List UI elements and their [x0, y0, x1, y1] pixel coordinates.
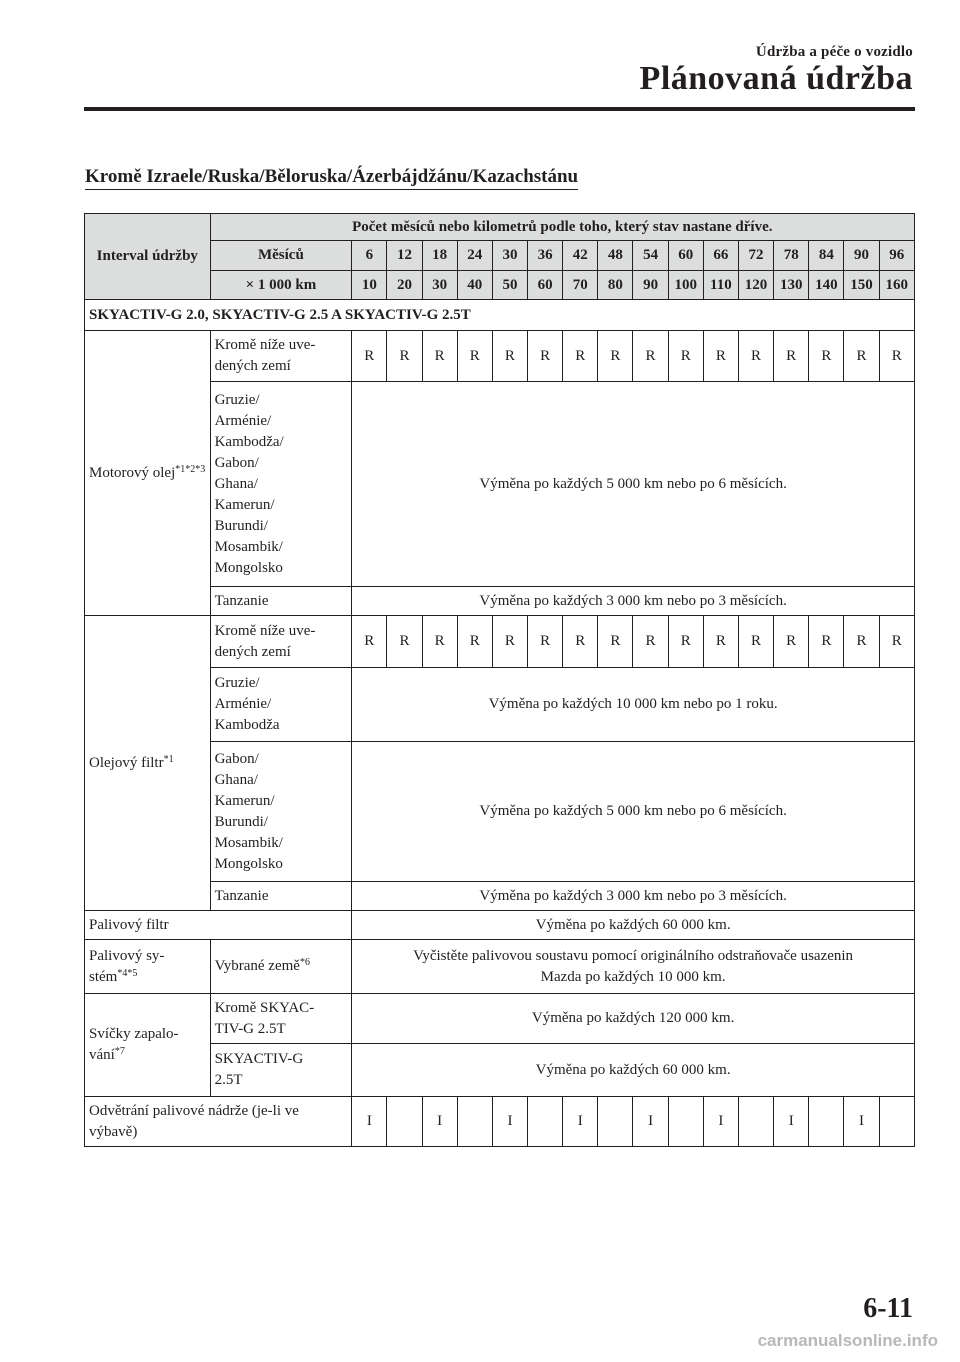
oil-interval-cell: R	[844, 331, 879, 382]
oil-filter-label: Olejový filtr$^{*1}$	[85, 616, 211, 911]
km-cell: 150	[844, 271, 879, 300]
evap-interval-cell	[528, 1097, 563, 1147]
evap-interval-cell: I	[774, 1097, 809, 1147]
spark-sub-except-text: Výměna po každých 120 000 km.	[352, 994, 915, 1044]
filter-interval-cell: R	[633, 616, 668, 668]
filter-interval-cell: R	[738, 616, 773, 668]
page-number: 6-11	[863, 1293, 913, 1324]
km-label: × 1 000 km	[210, 271, 352, 300]
period-header: Počet měsíců nebo kilometrů podle toho, který stav nastane dříve.	[210, 214, 914, 241]
months-cell: 66	[703, 241, 738, 271]
filter-sub-tanzania: Tanzanie	[210, 882, 352, 911]
fuel-filter-label: Palivový filtr	[85, 911, 352, 940]
oil-sub-countries-text: Výměna po každých 5 000 km nebo po 6 měsících.	[352, 382, 915, 587]
evap-interval-cell: I	[844, 1097, 879, 1147]
km-cell: 80	[598, 271, 633, 300]
months-cell: 84	[809, 241, 844, 271]
oil-sub-except: Kromě níže uve- dených zemí	[210, 331, 352, 382]
filter-sub-georgia: Gruzie/ Arménie/ Kambodža	[210, 668, 352, 742]
filter-interval-cell: R	[774, 616, 809, 668]
interval-header: Interval údržby	[85, 214, 211, 300]
months-cell: 36	[528, 241, 563, 271]
evap-interval-cell	[598, 1097, 633, 1147]
months-cell: 54	[633, 241, 668, 271]
oil-interval-cell: R	[352, 331, 387, 382]
filter-sub-tanzania-text: Výměna po každých 3 000 km nebo po 3 měsících.	[352, 882, 915, 911]
km-cell: 100	[668, 271, 703, 300]
filter-sub-gabon-text: Výměna po každých 5 000 km nebo po 6 měsících.	[352, 742, 915, 882]
fuel-filter-text: Výměna po každých 60 000 km.	[352, 911, 915, 940]
months-cell: 6	[352, 241, 387, 271]
evap-interval-cell: I	[703, 1097, 738, 1147]
filter-sub-gabon: Gabon/ Ghana/ Kamerun/ Burundi/ Mosambik/ Mongolsko	[210, 742, 352, 882]
oil-sub-tanzania: Tanzanie	[210, 587, 352, 616]
evap-interval-cell	[668, 1097, 703, 1147]
chapter-subtitle: Údržba a péče o vozidlo	[755, 44, 913, 60]
evap-interval-cell: I	[633, 1097, 668, 1147]
months-cell: 48	[598, 241, 633, 271]
fuel-system-text: Vyčistěte palivovou soustavu pomocí originálního odstraňovače usazenin Mazda po každých 10 000 km.	[352, 940, 915, 994]
filter-interval-cell: R	[528, 616, 563, 668]
maintenance-schedule-table	[84, 213, 915, 1147]
oil-interval-cell: R	[633, 331, 668, 382]
km-cell: 40	[457, 271, 492, 300]
months-label: Měsíců	[210, 241, 352, 271]
oil-interval-cell: R	[598, 331, 633, 382]
months-cell: 78	[774, 241, 809, 271]
oil-interval-cell: R	[457, 331, 492, 382]
evap-interval-cell: I	[492, 1097, 527, 1147]
months-cell: 30	[492, 241, 527, 271]
months-cell: 72	[738, 241, 773, 271]
months-cell: 24	[457, 241, 492, 271]
spark-sub-25t: SKYACTIV-G 2.5T	[210, 1044, 352, 1097]
filter-sub-except: Kromě níže uve- dených zemí	[210, 616, 352, 668]
oil-interval-cell: R	[668, 331, 703, 382]
km-cell: 10	[352, 271, 387, 300]
months-cell: 96	[879, 241, 914, 271]
spark-sub-except: Kromě SKYAC- TIV-G 2.5T	[210, 994, 352, 1044]
filter-sub-georgia-text: Výměna po každých 10 000 km nebo po 1 roku.	[352, 668, 915, 742]
oil-interval-cell: R	[528, 331, 563, 382]
oil-sub-countries: Gruzie/ Arménie/ Kambodža/ Gabon/ Ghana/ Kamerun/ Burundi/ Mosambik/ Mongolsko	[210, 382, 352, 587]
engine-row: SKYACTIV-G 2.0, SKYACTIV-G 2.5 A SKYACTIV-G 2.5T	[85, 300, 915, 331]
header-divider	[84, 107, 915, 111]
evap-interval-cell	[879, 1097, 914, 1147]
spark-sub-25t-text: Výměna po každých 60 000 km.	[352, 1044, 915, 1097]
km-cell: 60	[528, 271, 563, 300]
km-cell: 140	[809, 271, 844, 300]
filter-interval-cell: R	[422, 616, 457, 668]
evap-label: Odvětrání palivové nádrže (je-li ve výbavě)	[85, 1097, 352, 1147]
evap-interval-cell	[457, 1097, 492, 1147]
evap-interval-cell: I	[352, 1097, 387, 1147]
filter-interval-cell: R	[703, 616, 738, 668]
months-cell: 18	[422, 241, 457, 271]
oil-interval-cell: R	[703, 331, 738, 382]
filter-interval-cell: R	[352, 616, 387, 668]
watermark: carmanualsonline.info	[757, 1331, 938, 1350]
oil-interval-cell: R	[809, 331, 844, 382]
filter-interval-cell: R	[387, 616, 422, 668]
oil-interval-cell: R	[422, 331, 457, 382]
fuel-system-label: Palivový sy- stém$^{*4*5}$	[85, 940, 211, 994]
section-title: Kromě Izraele/Ruska/Běloruska/Ázerbájdžánu/Kazachstánu	[85, 166, 578, 190]
oil-label: Motorový olej$^{*1*2*3}$	[85, 331, 211, 616]
oil-interval-cell: R	[774, 331, 809, 382]
evap-interval-cell: I	[563, 1097, 598, 1147]
filter-interval-cell: R	[809, 616, 844, 668]
page-title: Plánovaná údržba	[639, 60, 913, 97]
oil-interval-cell: R	[879, 331, 914, 382]
km-cell: 90	[633, 271, 668, 300]
oil-interval-cell: R	[492, 331, 527, 382]
evap-interval-cell: I	[422, 1097, 457, 1147]
filter-interval-cell: R	[844, 616, 879, 668]
km-cell: 50	[492, 271, 527, 300]
km-cell: 30	[422, 271, 457, 300]
km-cell: 20	[387, 271, 422, 300]
km-cell: 70	[563, 271, 598, 300]
filter-interval-cell: R	[457, 616, 492, 668]
filter-interval-cell: R	[668, 616, 703, 668]
filter-interval-cell: R	[879, 616, 914, 668]
evap-interval-cell	[738, 1097, 773, 1147]
filter-interval-cell: R	[563, 616, 598, 668]
oil-interval-cell: R	[387, 331, 422, 382]
oil-sub-tanzania-text: Výměna po každých 3 000 km nebo po 3 měsících.	[352, 587, 915, 616]
filter-interval-cell: R	[598, 616, 633, 668]
km-cell: 120	[738, 271, 773, 300]
evap-interval-cell	[387, 1097, 422, 1147]
filter-interval-cell: R	[492, 616, 527, 668]
km-cell: 110	[703, 271, 738, 300]
months-cell: 60	[668, 241, 703, 271]
spark-plugs-label: Svíčky zapalo- vání$^{*7}$	[85, 994, 211, 1097]
oil-interval-cell: R	[563, 331, 598, 382]
months-cell: 42	[563, 241, 598, 271]
months-cell: 90	[844, 241, 879, 271]
km-cell: 130	[774, 271, 809, 300]
evap-interval-cell	[809, 1097, 844, 1147]
months-cell: 12	[387, 241, 422, 271]
km-cell: 160	[879, 271, 914, 300]
oil-interval-cell: R	[738, 331, 773, 382]
fuel-system-sub: Vybrané země$^{*6}$	[210, 940, 352, 994]
